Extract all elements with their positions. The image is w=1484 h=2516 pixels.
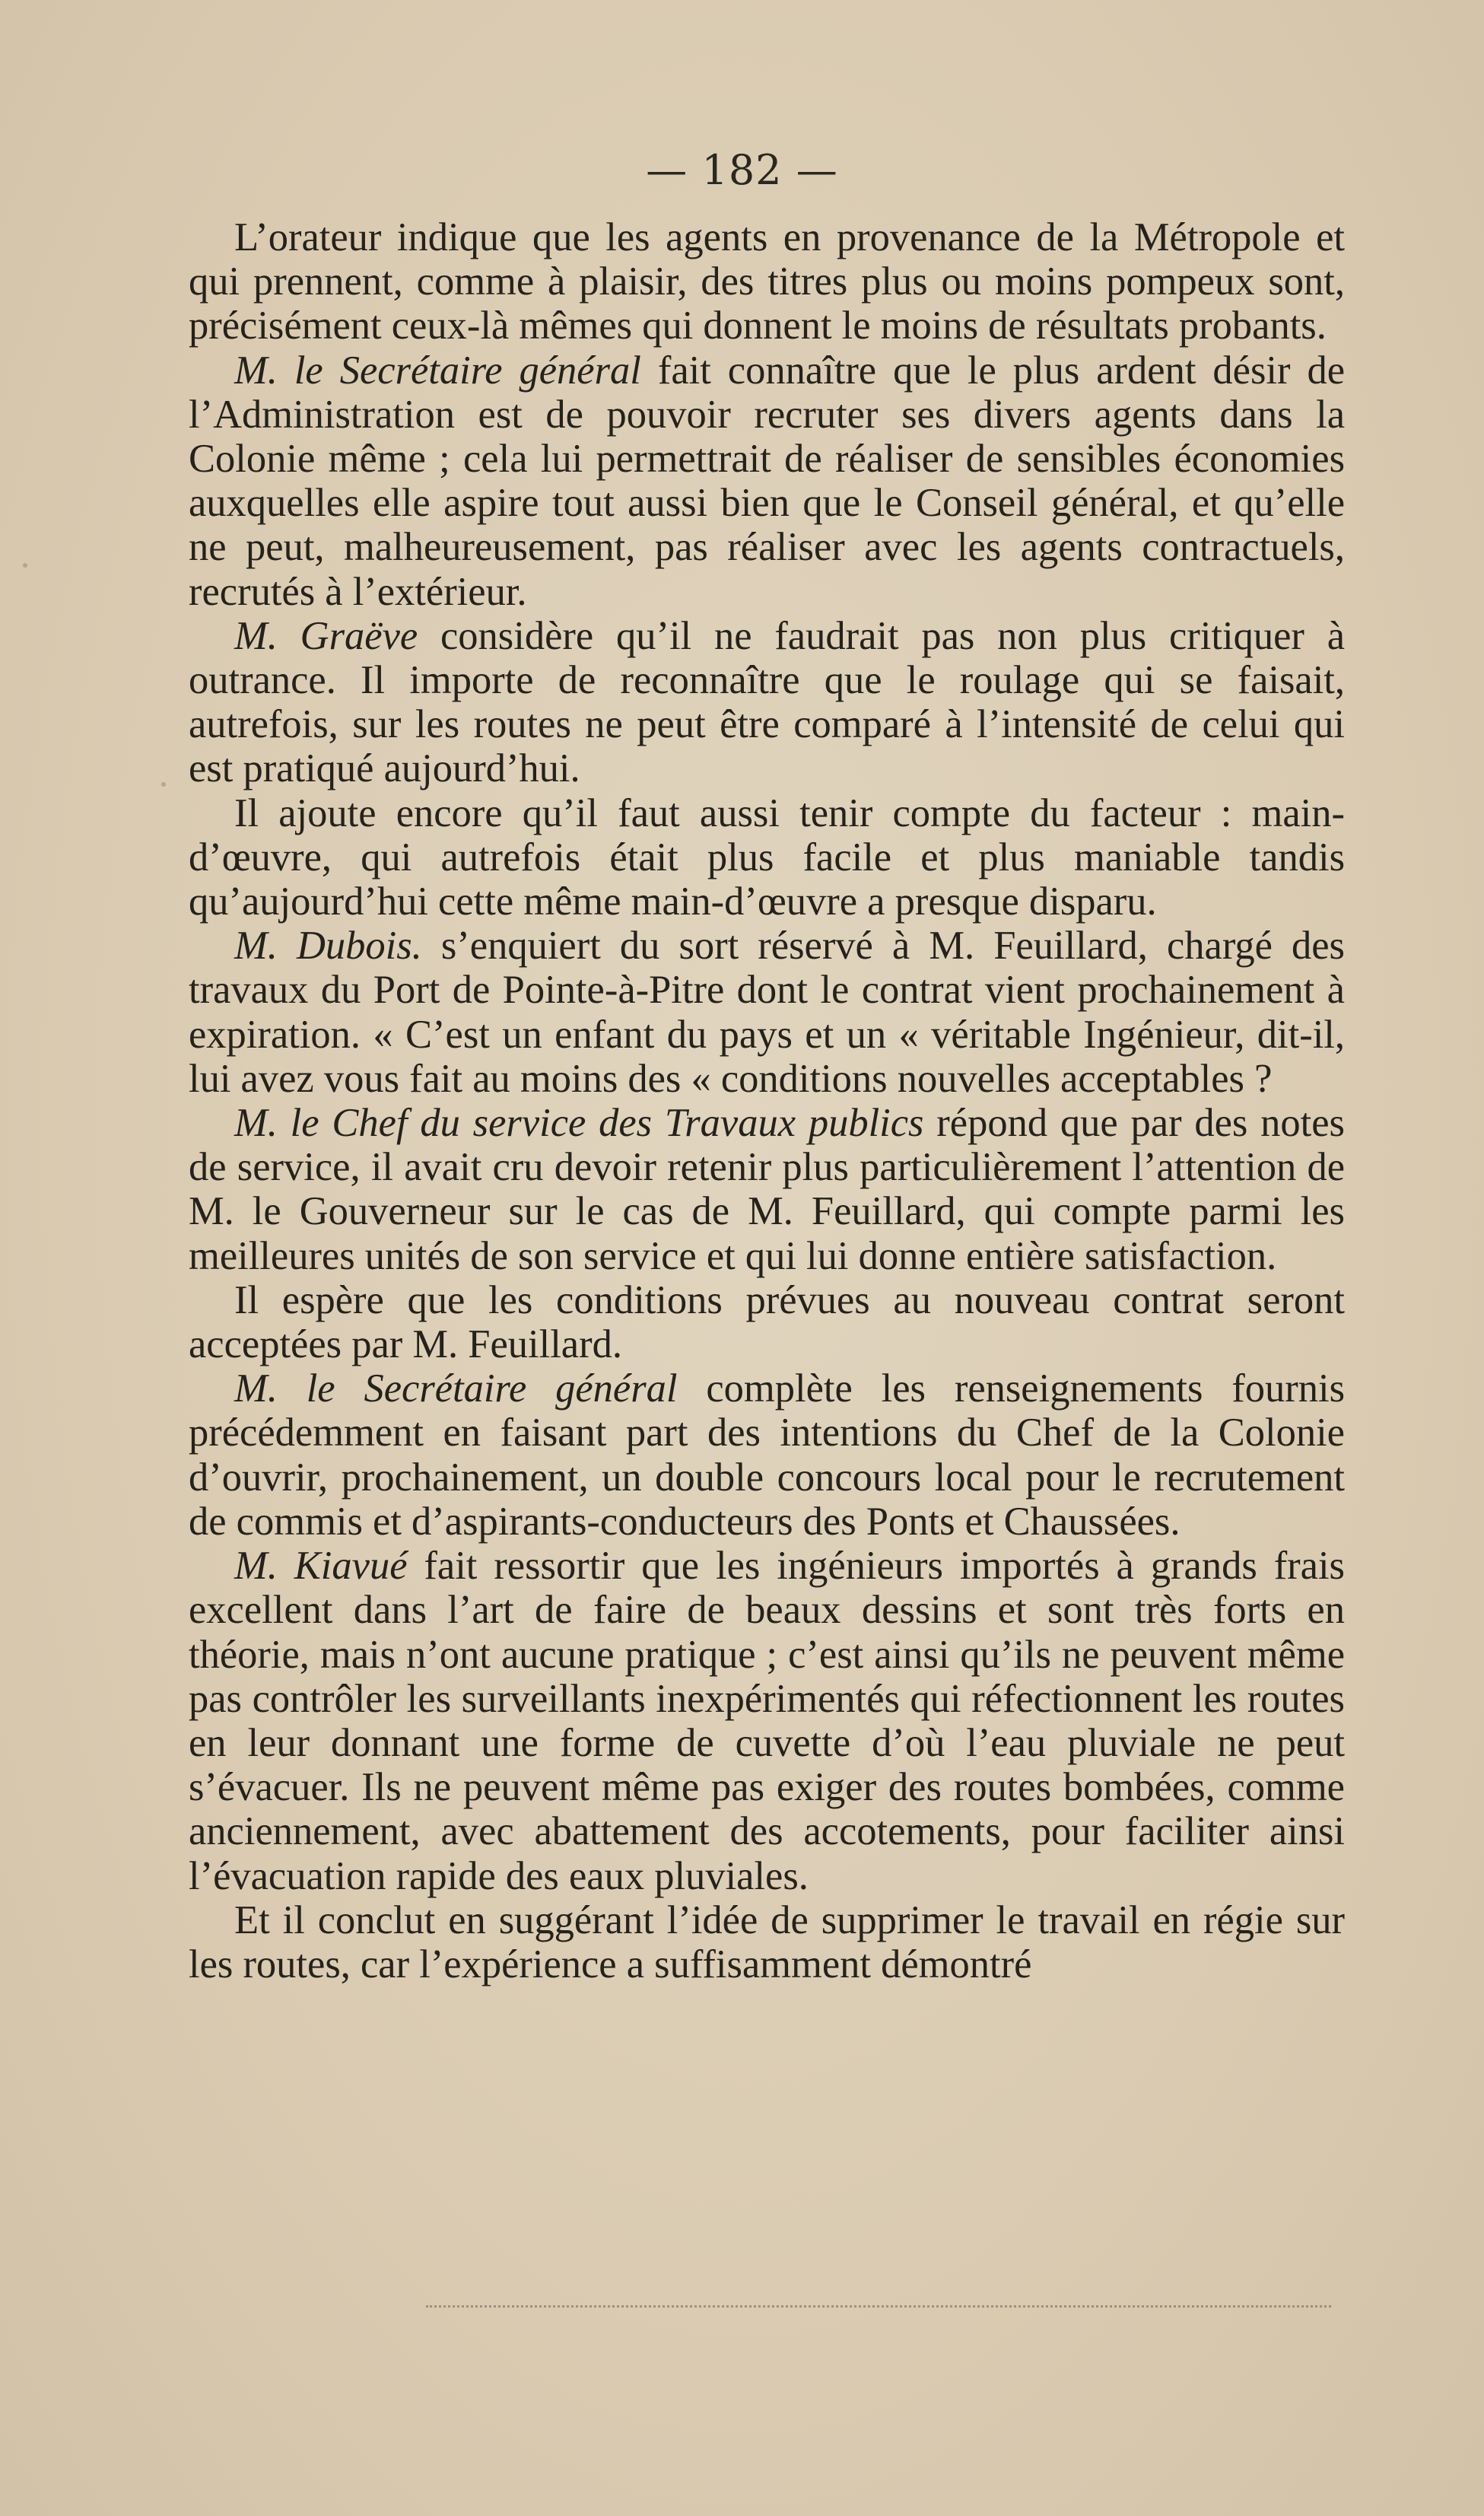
bottom-rule xyxy=(426,2305,1331,2308)
paragraph-text: considère qu’il ne faudrait pas non plus critiquer à outrance. Il importe de reconnaître que le roulage qui se faisait, autrefois, sur les routes ne peut être comparé à l’intensité de celui qui est pratiqué aujourd’hui. xyxy=(189,613,1345,791)
paragraph-text: Et il conclut en suggérant l’idée de supprimer le travail en régie sur les routes, car l’expérience a suffisamment démontré xyxy=(189,1897,1345,1986)
paragraph-text: fait connaître que le plus ardent désir de l’Administration est de pouvoir recruter ses divers agents dans la Colonie même ; cela lui permettrait de réaliser de sensibles économies auxquelles elle aspire tout aussi bien que le Conseil général, et qu’elle ne peut, malheureusement, pas réaliser avec les agents contractuels, recrutés à l’extérieur. xyxy=(189,348,1345,614)
speaker-name: M. le Secrétaire général xyxy=(234,1366,678,1411)
paragraph-text: complète les renseignements fournis précédemment en faisant part des intentions du Chef de la Colonie d’ouvrir, prochainement, un double concours local pour le recrutement de commis et d’aspirants-conducteurs des Ponts et Chaussées. xyxy=(189,1366,1345,1544)
paragraph xyxy=(189,924,1345,1101)
paragraph xyxy=(189,1101,1345,1278)
paragraph-text: L’orateur indique que les agents en provenance de la Métropole et qui prennent, comme à plaisir, des titres plus ou moins pompeux sont, précisément ceux-là mêmes qui donnent le moins de résultats probants. xyxy=(189,215,1345,348)
paragraph-text: Il ajoute encore qu’il faut aussi tenir compte du facteur : main-d’œuvre, qui autrefois était plus facile et plus maniable tandis qu’aujourd’hui cette même main-d’œuvre a presque disparu. xyxy=(189,790,1345,924)
margin-speck xyxy=(23,563,27,568)
speaker-name: M. le Chef du service des Travaux publics xyxy=(234,1101,924,1146)
paragraph-text: fait ressortir que les ingénieurs importés à grands frais excellent dans l’art de faire de beaux dessins et sont très forts en théorie, mais n’ont aucune pratique ; c’est ainsi qu’ils ne peuvent même pas contrôler les surveillants inexpérimentés qui réfectionnent les routes en leur donnant une forme de cuvette d’où l’eau pluviale ne peut s’évacuer. Ils ne peuvent même pas exiger des routes bombées, comme anciennement, avec abattement des accotements, pour faciliter ainsi l’évacuation rapide des eaux pluviales. xyxy=(189,1544,1345,1898)
paragraph xyxy=(189,1366,1345,1544)
paragraph xyxy=(189,614,1345,791)
paragraph xyxy=(189,1544,1345,1898)
speaker-name: M. le Secrétaire général xyxy=(234,348,641,393)
paragraph xyxy=(189,348,1345,614)
paragraph-text: s’enquiert du sort réservé à M. Feuillard, chargé des travaux du Port de Pointe-à-Pitre dont le contrat vient prochainement à expiration. « C’est un enfant du pays et un « véritable Ingénieur, dit-il, lui avez vous fait au moins des « conditions nouvelles acceptables ? xyxy=(189,924,1345,1101)
page-number: — 182 — xyxy=(646,146,838,194)
speaker-name: M. Kiavué xyxy=(234,1544,408,1589)
paragraph xyxy=(189,1278,1345,1366)
speaker-name: M. Dubois. xyxy=(234,924,422,969)
paragraph-text: Il espère que les conditions prévues au nouveau contrat seront acceptées par M. Feuillard. xyxy=(189,1277,1345,1367)
paragraph xyxy=(189,1898,1345,1986)
paragraph-text: répond que par des notes de service, il avait cru devoir retenir plus particulièrement l’attention de M. le Gouverneur sur le cas de M. Feuillard, qui compte parmi les meilleures unités de son service et qui lui donne entière satisfaction. xyxy=(189,1101,1345,1278)
body-text xyxy=(189,215,1345,1986)
margin-speck xyxy=(161,782,166,787)
paragraph xyxy=(189,791,1345,924)
speaker-name: M. Graëve xyxy=(234,613,418,658)
paragraph xyxy=(189,215,1345,348)
